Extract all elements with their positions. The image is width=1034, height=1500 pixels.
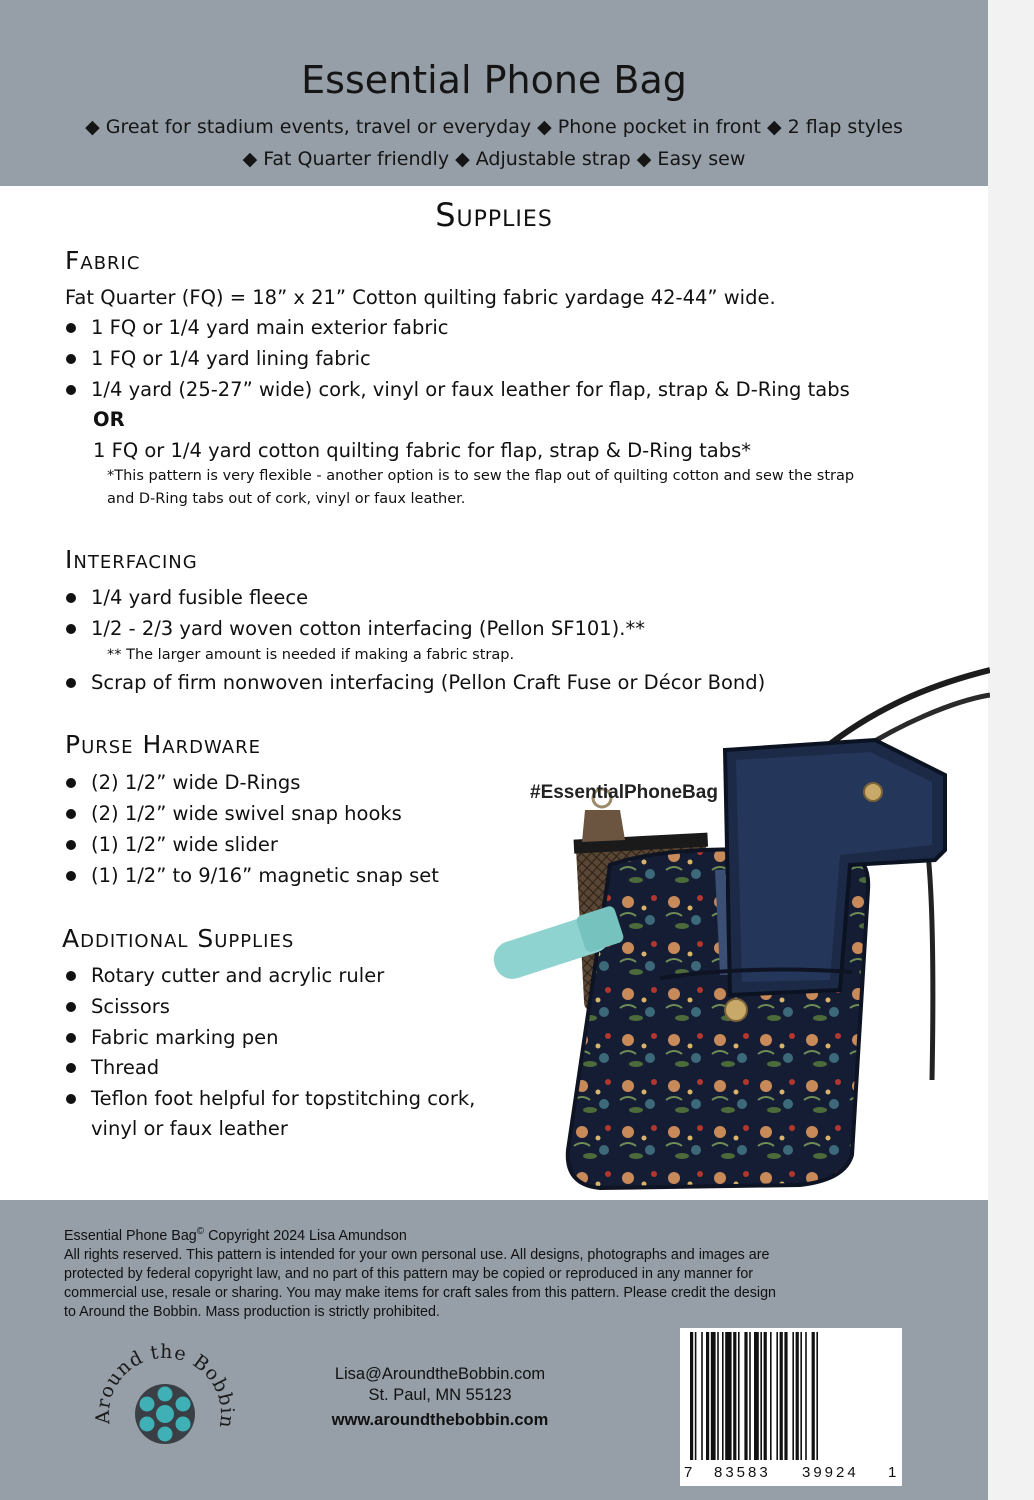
logo-text: Around the Bobbin	[91, 1340, 239, 1431]
fabric-item-1: 1 FQ or 1/4 yard main exterior fabric	[91, 316, 449, 339]
page-title: Essential Phone Bag	[301, 58, 687, 102]
additional-item-3: Fabric marking pen	[91, 1026, 279, 1049]
interfacing-note: ** The larger amount is needed if making a fabric strap.	[107, 647, 515, 663]
hashtag-label: #EssentialPhoneBag	[530, 782, 718, 803]
tagline-line-1: ◆ Great for stadium events, travel or everyday ◆ Phone pocket in front ◆ 2 flap styles	[85, 116, 903, 138]
copyright-line	[64, 1222, 407, 1246]
rights-line-4: to Around the Bobbin. Mass production is strictly prohibited.	[64, 1304, 440, 1320]
additional-item-5: Teflon foot helpful for topstitching cork,	[91, 1087, 476, 1110]
barcode-bar	[754, 1332, 759, 1460]
barcode-bar	[690, 1332, 693, 1460]
tagline-line-2: ◆ Fat Quarter friendly ◆ Adjustable strap ◆ Easy sew	[242, 148, 746, 170]
barcode-bar	[701, 1332, 703, 1460]
barcode-bar	[792, 1332, 794, 1460]
fabric-heading: Fabric	[65, 246, 141, 275]
fabric-note-1: *This pattern is very flexible - another option is to sew the flap out of quilting cotton and sew the strap	[107, 468, 855, 484]
barcode-bar	[812, 1332, 815, 1460]
interfacing-item-1: 1/4 yard fusible fleece	[91, 586, 309, 609]
barcode-bar	[722, 1332, 724, 1460]
barcode-bar	[805, 1332, 807, 1460]
barcode-bar	[695, 1332, 697, 1460]
barcode-bar	[780, 1332, 783, 1460]
fabric-alt: 1 FQ or 1/4 yard cotton quilting fabric for flap, strap & D-Ring tabs*	[93, 439, 751, 462]
barcode-digit-first: 7	[684, 1464, 693, 1481]
bullet-icon	[66, 809, 76, 819]
barcode-bar	[744, 1332, 747, 1460]
contact-email: Lisa@AroundtheBobbin.com	[334, 1365, 546, 1383]
bullet-icon	[66, 1002, 76, 1012]
bullet-icon	[66, 354, 76, 364]
fabric-item-3: 1/4 yard (25-27” wide) cork, vinyl or faux leather for flap, strap & D-Ring tabs	[91, 378, 850, 401]
contact-website: www.aroundthebobbin.com	[331, 1411, 549, 1429]
hardware-item-1: (2) 1/2” wide D-Rings	[91, 771, 301, 794]
additional-heading: Additional Supplies	[62, 924, 295, 953]
bullet-icon	[66, 1094, 76, 1104]
hardware-item-4: (1) 1/2” to 9/16” magnetic snap set	[91, 864, 439, 887]
around-the-bobbin-logo	[90, 1322, 240, 1472]
fabric-intro: Fat Quarter (FQ) = 18” x 21” Cotton quilting fabric yardage 42-44” wide.	[65, 286, 776, 309]
rights-line-2: protected by federal copyright law, and no part of this pattern may be copied or reproduced in any manner for	[64, 1266, 754, 1282]
barcode-bar	[711, 1332, 716, 1460]
bullet-icon	[66, 1063, 76, 1073]
barcode	[680, 1328, 902, 1486]
hardware-item-3: (1) 1/2” wide slider	[91, 833, 278, 856]
bullet-icon	[66, 1033, 76, 1043]
barcode-group-2: 39924	[802, 1464, 859, 1481]
barcode-bar	[717, 1332, 719, 1460]
interfacing-heading: Interfacing	[65, 545, 198, 574]
barcode-bar	[760, 1332, 762, 1460]
fabric-note-2: and D-Ring tabs out of cork, vinyl or faux leather.	[107, 491, 466, 507]
copyright-title: Essential Phone Bag	[64, 1227, 197, 1244]
fabric-item-2: 1 FQ or 1/4 yard lining fabric	[91, 347, 371, 370]
barcode-digit-last: 1	[888, 1464, 897, 1481]
bullet-icon	[66, 593, 76, 603]
barcode-group-1: 83583	[714, 1464, 771, 1481]
product-photo	[480, 660, 990, 1200]
barcode-bar	[749, 1332, 751, 1460]
copyright-mark: ©	[196, 1226, 205, 1237]
additional-item-1: Rotary cutter and acrylic ruler	[91, 964, 385, 987]
bullet-icon	[66, 971, 76, 981]
rights-line-3: commercial use, resale or sharing. You may make items for craft sales from this pattern. Please credit the design	[64, 1285, 776, 1301]
additional-item-5-cont: vinyl or faux leather	[91, 1117, 288, 1140]
bullet-icon	[66, 778, 76, 788]
additional-item-4: Thread	[91, 1056, 160, 1079]
bullet-icon	[66, 871, 76, 881]
rights-line-1: All rights reserved. This pattern is intended for your own personal use. All designs, photographs and images are	[64, 1247, 770, 1263]
additional-item-2: Scissors	[91, 995, 170, 1018]
bullet-icon	[66, 385, 76, 395]
hardware-heading: Purse Hardware	[65, 730, 261, 759]
bullet-icon	[66, 840, 76, 850]
barcode-bar	[764, 1332, 767, 1460]
bullet-icon	[66, 323, 76, 333]
supplies-heading: Supplies	[435, 196, 553, 234]
barcode-bar	[733, 1332, 736, 1460]
barcode-bar	[784, 1332, 787, 1460]
barcode-bar	[738, 1332, 740, 1460]
barcode-bar	[725, 1332, 731, 1460]
interfacing-item-3: Scrap of firm nonwoven interfacing (Pellon Craft Fuse or Décor Bond)	[91, 671, 766, 694]
page-edge	[988, 0, 1034, 1500]
barcode-bar	[800, 1332, 802, 1460]
barcode-bar	[816, 1332, 818, 1460]
barcode-bars	[690, 1332, 892, 1460]
bullet-icon	[66, 678, 76, 688]
contact-city: St. Paul, MN 55123	[368, 1386, 512, 1404]
bullet-icon	[66, 624, 76, 634]
barcode-bar	[770, 1332, 772, 1460]
interfacing-item-2: 1/2 - 2/3 yard woven cotton interfacing (Pellon SF101).**	[91, 617, 645, 640]
fabric-or: OR	[93, 408, 125, 431]
hardware-item-2: (2) 1/2” wide swivel snap hooks	[91, 802, 402, 825]
copyright-rest: Copyright 2024 Lisa Amundson	[204, 1227, 407, 1244]
header-band	[0, 0, 988, 186]
barcode-bar	[796, 1332, 799, 1460]
barcode-bar	[776, 1332, 778, 1460]
barcode-bar	[706, 1332, 709, 1460]
